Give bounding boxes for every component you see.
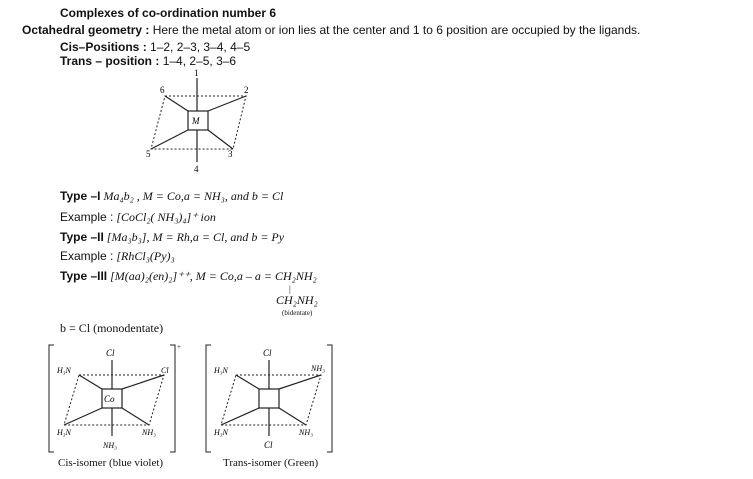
cis-bond-ul <box>79 375 102 389</box>
trans-bracket-left <box>206 345 211 452</box>
example2-formula: [RhCl₃(Py)₃ <box>116 249 175 263</box>
metal-label: M <box>192 116 200 126</box>
trans-isomer-diagram <box>203 340 343 458</box>
monodentate-note: b = Cl (monodentate) <box>60 321 164 335</box>
cis-charge: + <box>177 343 181 351</box>
cis-bond-ur <box>122 375 164 389</box>
cis-positions-label: Cis–Positions : <box>60 40 147 54</box>
trans-upper-left-label: H₃N <box>214 366 228 375</box>
cis-top-label: Cl <box>106 348 115 358</box>
trans-top-label: Cl <box>263 348 272 358</box>
octahedral-line <box>22 23 640 37</box>
type3-label: Type –III <box>60 269 108 283</box>
type3-line <box>60 269 317 284</box>
trans-bond-ur <box>279 375 321 389</box>
octahedral-text: Here the metal atom or ion lies at the center and 1 to 6 position are occupied by the ligands. <box>152 23 641 37</box>
type1-formula: Ma₄b₂ , M = Co,a = NH₃, and b = Cl <box>103 189 284 203</box>
bond-3 <box>208 130 233 149</box>
cis-bracket-right <box>170 345 175 452</box>
trans-bond-ul <box>236 375 259 389</box>
type3-formula: [M(aa)₂(en)₂]⁺⁺, M = Co,a – a = CH₂NH₂ <box>110 269 317 283</box>
trans-lower-left-label: H₃N <box>214 428 228 437</box>
type2-line <box>60 230 284 245</box>
trans-bracket-right <box>327 345 332 452</box>
position-2: 2 <box>244 85 249 95</box>
cis-positions-line <box>60 40 250 54</box>
bond-6 <box>165 96 188 111</box>
cis-positions-value: 1–2, 2–3, 3–4, 4–5 <box>150 40 251 54</box>
bond-2 <box>208 96 246 111</box>
example1-label: Example : <box>60 210 114 224</box>
example2-line <box>60 249 175 264</box>
example1-line <box>60 210 216 225</box>
page-title: Complexes of co-ordination number 6 <box>60 6 277 20</box>
position-4: 4 <box>194 164 199 174</box>
cis-bond-lr <box>122 408 149 425</box>
position-5: 5 <box>146 149 151 159</box>
cis-caption: Cis-isomer (blue violet) <box>58 457 164 469</box>
cis-lower-left-label: H₃N <box>57 428 71 437</box>
cis-upper-right-label: Cl <box>161 366 169 375</box>
octahedron-diagram <box>140 66 260 176</box>
type3-second: CH₂NH₂ <box>276 293 318 307</box>
position-1: 1 <box>194 68 199 78</box>
type1-label: Type –I <box>60 189 101 203</box>
cis-upper-left-label: H₃N <box>57 366 71 375</box>
trans-positions-label: Trans – position : <box>60 54 160 68</box>
trans-bond-lr <box>279 408 306 425</box>
type3-bond: | <box>289 284 291 294</box>
trans-lower-right-label: NH₃ <box>299 428 313 437</box>
trans-metal-box <box>259 389 279 408</box>
trans-upper-right-label: NH₃ <box>311 364 325 373</box>
cis-bracket-left <box>49 345 54 452</box>
cis-bond-ll <box>64 408 102 425</box>
cis-metal-label: Co <box>104 394 115 404</box>
type2-label: Type –II <box>60 230 104 244</box>
octahedral-label: Octahedral geometry : <box>22 23 150 37</box>
position-3: 3 <box>228 149 233 159</box>
trans-caption: Trans-isomer (Green) <box>223 457 319 469</box>
cis-lower-right-label: NH₃ <box>142 428 156 437</box>
cis-isomer-diagram <box>46 340 186 458</box>
trans-bond-ll <box>221 408 259 425</box>
type1-line <box>60 189 283 204</box>
type2-formula: [Ma₃b₃], M = Rh,a = Cl, and b = Py <box>106 230 285 244</box>
example2-label: Example : <box>60 249 114 263</box>
bond-5 <box>151 130 188 149</box>
type3-note: (bidentate) <box>282 309 313 317</box>
example1-formula: [CoCl₂( NH₃)₄]⁺ ion <box>116 210 216 224</box>
trans-positions-value: 1–4, 2–5, 3–6 <box>162 54 237 68</box>
cis-bottom-label: NH₃ <box>103 441 117 450</box>
trans-bottom-label: Cl <box>264 440 273 450</box>
position-6: 6 <box>160 85 165 95</box>
